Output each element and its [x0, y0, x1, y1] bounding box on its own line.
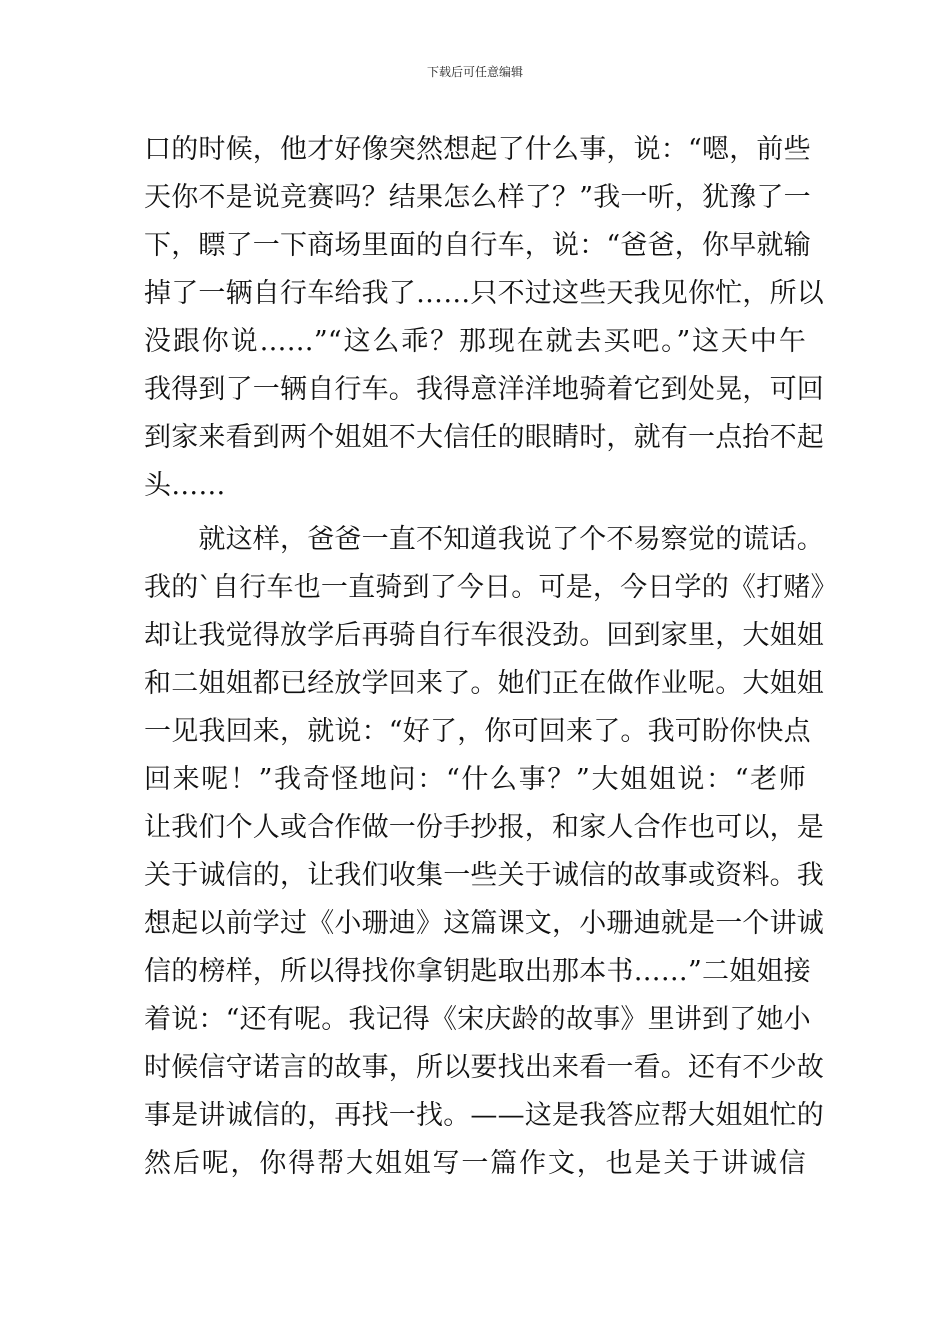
text-line: 天你不是说竞赛吗？结果怎么样了？”我一听，犹豫了一	[144, 182, 811, 213]
text-line: 我得到了一辆自行车。我得意洋洋地骑着它到处晃，可回	[144, 374, 824, 405]
text-line: 信的榜样，所以得找你拿钥匙取出那本书……”二姐姐接	[144, 956, 811, 987]
text-line: 然后呢，你得帮大姐姐写一篇作文，也是关于讲诚信	[144, 1148, 806, 1179]
text-line: 和二姐姐都已经放学回来了。她们正在做作业呢。大姐姐	[144, 668, 824, 699]
text-line: 事是讲诚信的，再找一找。——这是我答应帮大姐姐忙的	[144, 1100, 824, 1131]
text-line: 回来呢！”我奇怪地问：“什么事？”大姐姐说：“老师	[144, 764, 806, 795]
text-line: 让我们个人或合作做一份手抄报，和家人合作也可以，是	[144, 812, 824, 843]
text-line: 却让我觉得放学后再骑自行车很没劲。回到家里，大姐姐	[144, 620, 824, 651]
text-line: 一见我回来，就说：“好了，你可回来了。我可盼你快点	[144, 716, 811, 747]
text-line: 头……	[144, 470, 226, 501]
text-line: 想起以前学过《小珊迪》这篇课文，小珊迪就是一个讲诚	[144, 908, 824, 939]
page-header: 下载后可任意编辑	[426, 65, 523, 79]
text-line: 着说：“还有呢。我记得《宋庆龄的故事》里讲到了她小	[144, 1004, 811, 1035]
text-line: 没跟你说……”“这么乖？那现在就去买吧。”这天中午	[144, 326, 806, 357]
text-line: 我的`自行车也一直骑到了今日。可是，今日学的《打赌》	[144, 572, 838, 603]
text-line: 掉了一辆自行车给我了……只不过这些天我见你忙，所以	[144, 278, 824, 309]
text-line: 时候信守诺言的故事，所以要找出来看一看。还有不少故	[144, 1052, 824, 1083]
text-line: 关于诚信的，让我们收集一些关于诚信的故事或资料。我	[144, 860, 824, 891]
text-line: 口的时候，他才好像突然想起了什么事，说：“嗯，前些	[144, 134, 811, 165]
text-line: 下，瞟了一下商场里面的自行车，说：“爸爸，你早就输	[144, 230, 811, 261]
paragraph-first-line: 就这样，爸爸一直不知道我说了个不易察觉的谎话。	[144, 524, 824, 555]
document-body	[144, 126, 838, 1188]
text-line: 到家来看到两个姐姐不大信任的眼睛时，就有一点抬不起	[144, 422, 824, 453]
